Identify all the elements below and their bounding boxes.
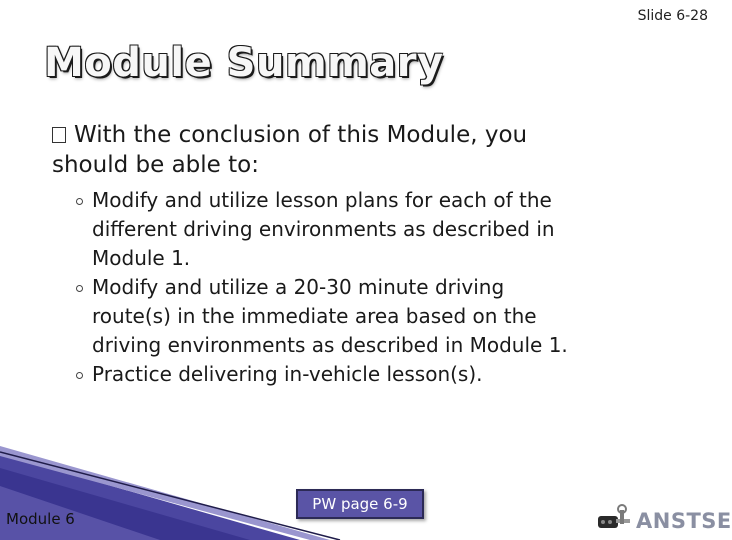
slide-title: Module Summary bbox=[44, 40, 444, 86]
item-2-line-2: route(s) in the immediate area based on the bbox=[92, 304, 537, 328]
content-body bbox=[52, 120, 672, 389]
ring-bullet-icon bbox=[76, 372, 83, 379]
slide-number: Slide 6-28 bbox=[637, 8, 708, 24]
item-3-line-1: Practice delivering in-vehicle lesson(s). bbox=[92, 362, 483, 386]
objective-list bbox=[52, 186, 672, 389]
logo-text: ANSTSE bbox=[636, 509, 732, 533]
intro-bullet bbox=[52, 120, 672, 180]
intro-line-1: With the conclusion of this Module, you bbox=[74, 122, 528, 148]
item-2-line-1: Modify and utilize a 20-30 minute driving bbox=[92, 275, 505, 299]
item-1-line-3: Module 1. bbox=[92, 246, 191, 270]
module-label: Module 6 bbox=[6, 510, 75, 528]
list-item bbox=[92, 360, 672, 389]
ring-bullet-icon bbox=[76, 285, 83, 292]
item-1-line-2: different driving environments as described in bbox=[92, 217, 555, 241]
item-1-line-1: Modify and utilize lesson plans for each of the bbox=[92, 188, 552, 212]
ring-bullet-icon bbox=[76, 198, 83, 205]
item-2-line-3: driving environments as described in Module 1. bbox=[92, 333, 568, 357]
pw-page-box: PW page 6-9 bbox=[296, 489, 424, 519]
square-bullet-icon bbox=[52, 127, 66, 143]
intro-line-2: should be able to: bbox=[52, 152, 259, 178]
list-item bbox=[92, 186, 672, 273]
list-item bbox=[92, 273, 672, 360]
